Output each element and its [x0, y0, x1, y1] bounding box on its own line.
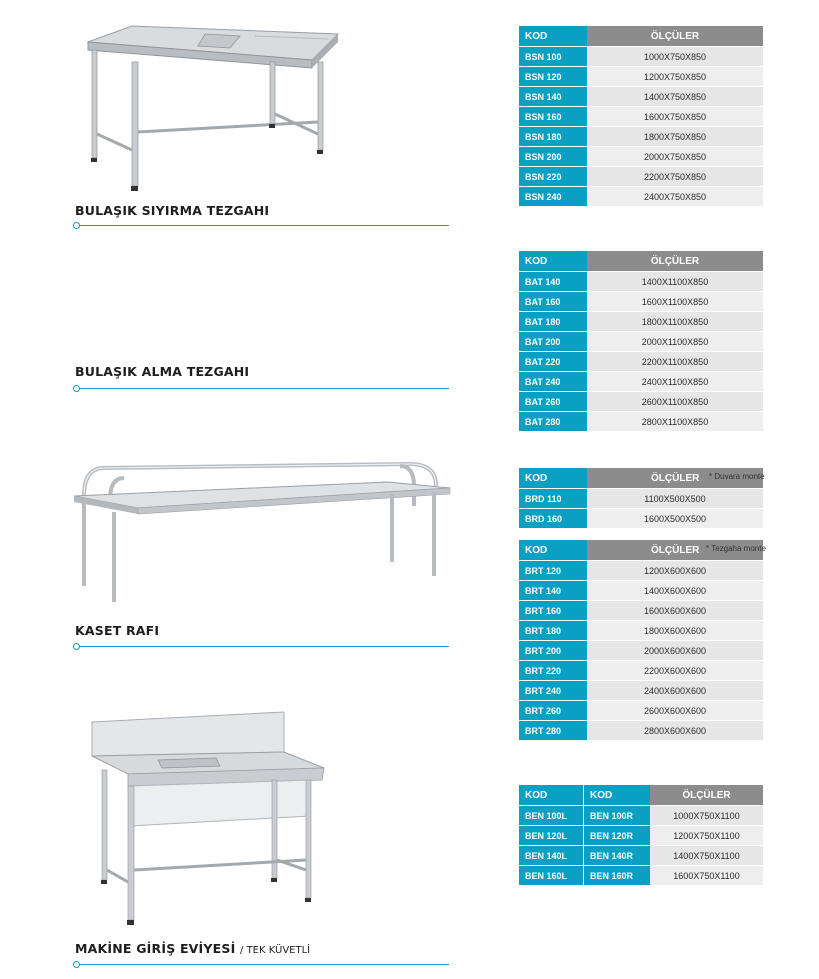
- table-row: [519, 167, 763, 187]
- code-cell: BSN 180: [519, 127, 587, 147]
- code-cell: BEN 100R: [584, 806, 651, 826]
- code-cell: BEN 140L: [519, 846, 584, 866]
- table-row: [519, 866, 763, 886]
- machine-entry-sink-image: [88, 710, 328, 930]
- table-row: [519, 509, 763, 529]
- dimension-cell: 2600X1100X850: [587, 392, 763, 412]
- spec-table-body: [519, 489, 763, 529]
- dimension-cell: 1100X500X500: [587, 489, 763, 509]
- table-row: [519, 489, 763, 509]
- dimension-cell: 1400X600X600: [587, 581, 763, 601]
- dimension-cell: 2400X750X850: [587, 187, 763, 207]
- code-cell: BSN 160: [519, 107, 587, 127]
- table-row: [519, 312, 763, 332]
- code-cell: BEN 140R: [584, 846, 651, 866]
- table-row: [519, 641, 763, 661]
- dimension-cell: 1400X750X1100: [650, 846, 763, 866]
- table-row: [519, 372, 763, 392]
- dimension-cell: 1800X600X600: [587, 621, 763, 641]
- kod-left-header: KOD: [519, 785, 584, 806]
- product-subtitle: / TEK KÜVETLİ: [240, 945, 311, 956]
- spec-table-brt: [519, 540, 763, 740]
- table-row: [519, 681, 763, 701]
- kod-header: KOD: [519, 468, 587, 489]
- dimension-cell: 1200X750X1100: [650, 826, 763, 846]
- code-cell: BRT 140: [519, 581, 587, 601]
- code-cell: BRT 280: [519, 721, 587, 741]
- spec-table-body: [519, 47, 763, 207]
- product-title: BULAŞIK ALMA TEZGAHI: [75, 364, 250, 379]
- wall-mount-note: * Duvara monte: [709, 472, 765, 481]
- table-row: [519, 581, 763, 601]
- dimension-cell: 2000X750X850: [587, 147, 763, 167]
- spec-table-body: [519, 272, 763, 432]
- code-cell: BSN 100: [519, 47, 587, 67]
- code-cell: BRT 160: [519, 601, 587, 621]
- table-row: [519, 187, 763, 207]
- table-row: [519, 561, 763, 581]
- dimension-cell: 2000X1100X850: [587, 332, 763, 352]
- dimension-cell: 1200X600X600: [587, 561, 763, 581]
- dimension-cell: 1600X500X500: [587, 509, 763, 529]
- olculer-header: ÖLÇÜLER: [650, 785, 763, 806]
- code-cell: BEN 120R: [584, 826, 651, 846]
- title-underline: [79, 388, 449, 389]
- title-underline: [79, 225, 449, 226]
- code-cell: BAT 200: [519, 332, 587, 352]
- dimension-cell: 2400X600X600: [587, 681, 763, 701]
- spec-table-body: [519, 561, 763, 741]
- dimension-cell: 1800X750X850: [587, 127, 763, 147]
- table-row: [519, 806, 763, 826]
- table-row: [519, 87, 763, 107]
- product-title: [75, 941, 310, 956]
- dimension-cell: 2200X600X600: [587, 661, 763, 681]
- dimension-cell: 2600X600X600: [587, 701, 763, 721]
- table-row: [519, 661, 763, 681]
- code-cell: BAT 240: [519, 372, 587, 392]
- code-cell: BSN 140: [519, 87, 587, 107]
- spec-table-body: [519, 806, 763, 886]
- table-row: [519, 412, 763, 432]
- code-cell: BRT 260: [519, 701, 587, 721]
- code-cell: BSN 200: [519, 147, 587, 167]
- dimension-cell: 2400X1100X850: [587, 372, 763, 392]
- spec-table-bsn: [519, 26, 763, 206]
- table-row: [519, 67, 763, 87]
- table-row: [519, 601, 763, 621]
- table-row: [519, 846, 763, 866]
- code-cell: BEN 160R: [584, 866, 651, 886]
- table-row: [519, 107, 763, 127]
- code-cell: BAT 280: [519, 412, 587, 432]
- product-title: KASET RAFI: [75, 623, 160, 638]
- table-row: [519, 701, 763, 721]
- dimension-cell: 2800X600X600: [587, 721, 763, 741]
- olculer-header: ÖLÇÜLER: [587, 251, 763, 272]
- dimension-cell: 1000X750X1100: [650, 806, 763, 826]
- title-underline: [79, 964, 449, 965]
- product-title: BULAŞIK SIYIRMA TEZGAHI: [75, 203, 270, 218]
- dimension-cell: 1000X750X850: [587, 47, 763, 67]
- table-row: [519, 332, 763, 352]
- code-cell: BSN 120: [519, 67, 587, 87]
- olculer-header: ÖLÇÜLER: [587, 468, 763, 489]
- dish-scraping-table-image: [80, 22, 350, 194]
- code-cell: BRT 120: [519, 561, 587, 581]
- kod-right-header: KOD: [584, 785, 651, 806]
- dimension-cell: 1400X750X850: [587, 87, 763, 107]
- code-cell: BSN 220: [519, 167, 587, 187]
- product-title-text: MAKİNE GİRİŞ EVİYESİ: [75, 941, 236, 956]
- code-cell: BRD 160: [519, 509, 587, 529]
- dimension-cell: 2000X600X600: [587, 641, 763, 661]
- dimension-cell: 2200X750X850: [587, 167, 763, 187]
- dimension-cell: 2200X1100X850: [587, 352, 763, 372]
- table-row: [519, 721, 763, 741]
- spec-table-ben: [519, 785, 763, 885]
- code-cell: BAT 140: [519, 272, 587, 292]
- dimension-cell: 1800X1100X850: [587, 312, 763, 332]
- kod-header: KOD: [519, 540, 587, 561]
- code-cell: BSN 240: [519, 187, 587, 207]
- table-row: [519, 147, 763, 167]
- code-cell: BRT 240: [519, 681, 587, 701]
- code-cell: BEN 160L: [519, 866, 584, 886]
- code-cell: BEN 100L: [519, 806, 584, 826]
- table-row: [519, 292, 763, 312]
- cassette-rack-image: [70, 456, 455, 604]
- table-row: [519, 47, 763, 67]
- dimension-cell: 1600X600X600: [587, 601, 763, 621]
- code-cell: BRD 110: [519, 489, 587, 509]
- table-row: [519, 352, 763, 372]
- table-row: [519, 272, 763, 292]
- code-cell: BAT 160: [519, 292, 587, 312]
- olculer-header: ÖLÇÜLER: [587, 26, 763, 47]
- table-row: [519, 392, 763, 412]
- code-cell: BAT 260: [519, 392, 587, 412]
- kod-header: KOD: [519, 251, 587, 272]
- code-cell: BEN 120L: [519, 826, 584, 846]
- table-row: [519, 826, 763, 846]
- dimension-cell: 1600X750X1100: [650, 866, 763, 886]
- spec-table-bat: [519, 251, 763, 431]
- code-cell: BRT 220: [519, 661, 587, 681]
- code-cell: BAT 180: [519, 312, 587, 332]
- title-underline: [79, 646, 449, 647]
- dimension-cell: 1600X1100X850: [587, 292, 763, 312]
- olculer-header: ÖLÇÜLER: [587, 540, 763, 561]
- kod-header: KOD: [519, 26, 587, 47]
- dimension-cell: 2800X1100X850: [587, 412, 763, 432]
- counter-mount-note: * Tezgaha monte: [706, 544, 766, 553]
- code-cell: BAT 220: [519, 352, 587, 372]
- table-row: [519, 127, 763, 147]
- dimension-cell: 1600X750X850: [587, 107, 763, 127]
- code-cell: BRT 180: [519, 621, 587, 641]
- code-cell: BRT 200: [519, 641, 587, 661]
- table-row: [519, 621, 763, 641]
- dimension-cell: 1200X750X850: [587, 67, 763, 87]
- dimension-cell: 1400X1100X850: [587, 272, 763, 292]
